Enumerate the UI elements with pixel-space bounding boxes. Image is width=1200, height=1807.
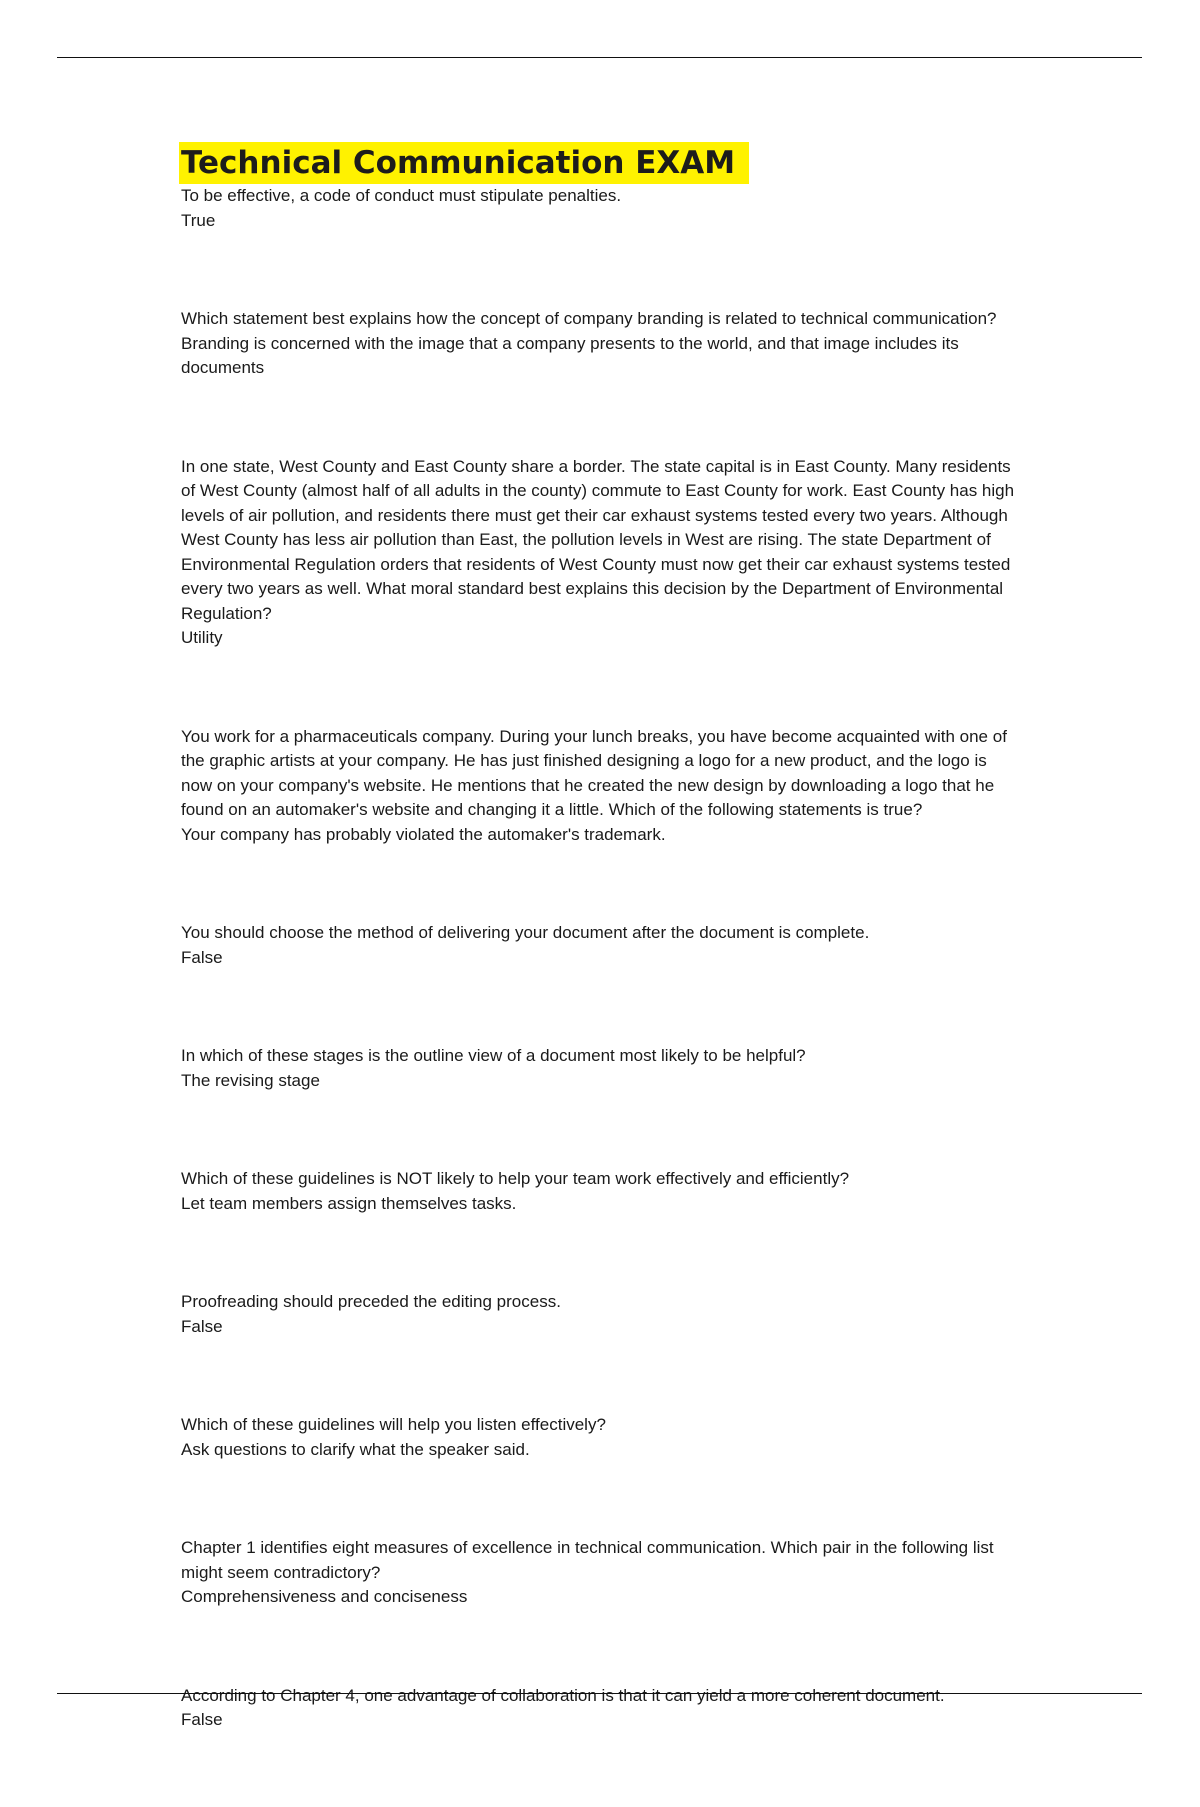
answer-text: Utility [181,628,223,647]
answer-text: False [181,1316,223,1336]
question-text: Which of these guidelines is NOT likely to help your team work effectively and efficiently? [181,1169,850,1188]
qa-item [181,1413,1021,1462]
question-text: Which statement best explains how the concept of company branding is related to technical communication? [181,309,997,328]
document-body [181,142,1021,1807]
answer-text: Comprehensiveness and conciseness [181,1587,468,1606]
question-text: To be effective, a code of conduct must stipulate penalties. [181,186,622,205]
question-text: You work for a pharmaceuticals company. During your lunch breaks, you have become acquainted with one of the graphic artists at your company. He has just finished designing a logo for a new product, and the logo is now on your company's website. He mentions that he created the new design by downloading a logo that he found on an automaker's website and changing it a little. Which of the following statements is true? [181,726,1007,819]
question-text: In which of these stages is the outline view of a document most likely to be helpful? [181,1046,806,1065]
qa-item [181,1167,1021,1216]
question-text: Which of these guidelines will help you listen effectively? [181,1415,606,1434]
answer-text: Ask questions to clarify what the speaker said. [181,1439,530,1459]
answer-text: False [181,1710,223,1729]
qa-item [181,1290,1021,1339]
question-text: According to Chapter 4, one advantage of collaboration is that it can yield a more coherent document. [181,1685,945,1705]
top-rule [57,57,1142,58]
question-text: You should choose the method of delivering your document after the document is complete. [181,923,870,942]
question-text: In one state, West County and East County share a border. The state capital is in East County. Many residents of West County (almost half of all adults in the county) commute to East County for work. East County has high levels of air pollution, and residents there must get their car exhaust systems tested every two years. Although West County has less air pollution than East, the pollution levels in West are rising. The state Department of Environmental Regulation orders that residents of West County must now get their car exhaust systems tested every two years as well. What moral standard best explains this decision by the Department of Environmental Regulation? [181,456,1015,623]
answer-text: Branding is concerned with the image that a company presents to the world, and that image includes its documents [181,333,959,377]
qa-item [181,1536,1021,1610]
qa-item [181,1044,1021,1093]
answer-text: The revising stage [181,1070,320,1090]
answer-text: Let team members assign themselves tasks. [181,1193,517,1213]
page-title: Technical Communication EXAM [179,142,749,184]
qa-item [181,725,1021,848]
question-text: Proofreading should preceded the editing process. [181,1292,561,1311]
qa-item [181,455,1021,651]
qa-item [181,307,1021,381]
answer-text: Your company has probably violated the automaker's trademark. [181,824,666,844]
qa-item [181,184,1021,233]
bottom-rule [57,1693,1142,1694]
answer-text: True [181,210,216,230]
qa-item [181,921,1021,970]
question-text: Chapter 1 identifies eight measures of excellence in technical communication. Which pair in the following list might seem contradictory? [181,1538,994,1582]
qa-item [181,1684,1021,1733]
answer-text: False [181,947,223,967]
qa-list [181,184,1021,1733]
